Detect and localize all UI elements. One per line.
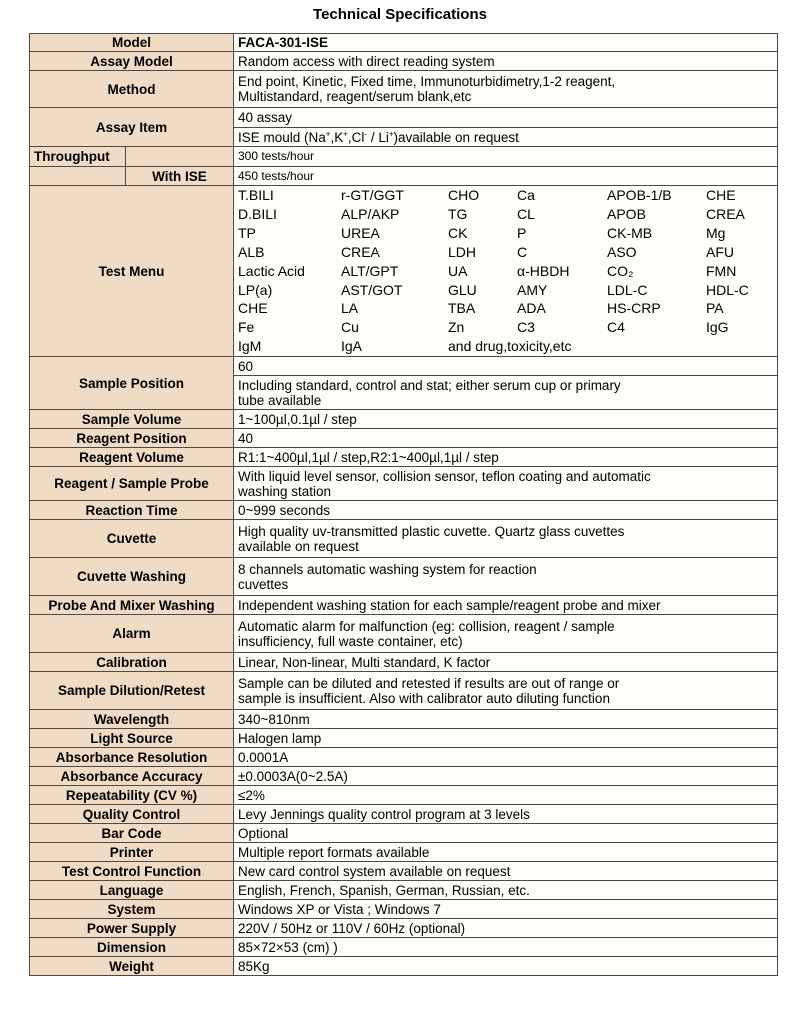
quality-control-label: Quality Control bbox=[30, 805, 234, 824]
ise-text: ,Cl bbox=[347, 129, 365, 145]
table-row bbox=[30, 596, 778, 615]
detail-line: High quality uv-transmitted plastic cuvette. Quartz glass cuvettes bbox=[238, 523, 625, 539]
test-menu-item: AST/GOT bbox=[341, 281, 403, 298]
ise-sup: + bbox=[388, 129, 394, 138]
reaction-time-label: Reaction Time bbox=[30, 501, 234, 520]
assay-model-label: Assay Model bbox=[30, 52, 234, 71]
test-menu-item: C bbox=[517, 243, 528, 260]
test-menu-item: ALP/AKP bbox=[341, 205, 400, 222]
assay-item-label: Assay Item bbox=[30, 108, 234, 147]
sample-position-label: Sample Position bbox=[30, 357, 234, 410]
sample-volume-value: 1~100µl,0.1µl / step bbox=[234, 410, 778, 429]
table-row bbox=[30, 805, 778, 824]
calibration-value: Linear, Non-linear, Multi standard, K factor bbox=[234, 653, 778, 672]
reaction-time-value: 0~999 seconds bbox=[234, 501, 778, 520]
test-menu-item: UREA bbox=[341, 224, 380, 241]
table-row bbox=[30, 167, 778, 186]
test-menu-item: APOB bbox=[607, 205, 646, 222]
detail-line: washing station bbox=[238, 483, 332, 499]
dilution-value bbox=[234, 672, 778, 710]
table-row bbox=[30, 615, 778, 653]
test-menu-item: TG bbox=[448, 205, 468, 222]
table-row bbox=[30, 748, 778, 767]
weight-label: Weight bbox=[30, 957, 234, 976]
method-value bbox=[234, 71, 778, 108]
method-line: Multistandard, reagent/serum blank,etc bbox=[238, 89, 472, 104]
test-menu-item: GLU bbox=[448, 281, 477, 298]
abs-resolution-value: 0.0001A bbox=[234, 748, 778, 767]
test-menu-item: ASO bbox=[607, 243, 637, 260]
wavelength-label: Wavelength bbox=[30, 710, 234, 729]
power-supply-label: Power Supply bbox=[30, 919, 234, 938]
method-line: End point, Kinetic, Fixed time, Immunoturbidimetry,1-2 reagent, bbox=[238, 74, 616, 89]
detail-line: available on request bbox=[238, 538, 359, 554]
table-row bbox=[30, 186, 778, 357]
test-menu-item: PA bbox=[706, 300, 724, 317]
throughput-value: 300 tests/hour bbox=[234, 147, 778, 167]
model-label: Model bbox=[30, 34, 234, 52]
calibration-label: Calibration bbox=[30, 653, 234, 672]
model-value: FACA-301-ISE bbox=[234, 34, 778, 52]
test-menu-item bbox=[607, 337, 706, 356]
method-label: Method bbox=[30, 71, 234, 108]
test-menu-item: LDL-C bbox=[607, 281, 648, 298]
test-menu-item: APOB-1/B bbox=[607, 187, 672, 203]
throughput-left-empty bbox=[30, 167, 126, 186]
system-label: System bbox=[30, 900, 234, 919]
test-menu-item: HDL-C bbox=[706, 281, 749, 298]
table-row bbox=[30, 357, 778, 376]
table-row bbox=[30, 957, 778, 976]
detail-line: Including standard, control and stat; either serum cup or primary bbox=[238, 377, 621, 393]
test-menu-item: CK bbox=[448, 224, 468, 241]
test-menu-item: Mg bbox=[706, 224, 726, 241]
table-row bbox=[30, 429, 778, 448]
ise-text: / Li bbox=[367, 129, 389, 145]
reagent-position-label: Reagent Position bbox=[30, 429, 234, 448]
test-menu-item bbox=[706, 337, 773, 356]
table-row bbox=[30, 919, 778, 938]
detail-line: cuvettes bbox=[238, 576, 289, 592]
test-menu-item: and drug,toxicity,etc bbox=[448, 338, 572, 355]
with-ise-label: With ISE bbox=[126, 167, 234, 186]
probe-mixer-washing-value: Independent washing station for each sample/reagent probe and mixer bbox=[234, 596, 778, 615]
test-menu-item: CL bbox=[517, 205, 535, 222]
light-source-value: Halogen lamp bbox=[234, 729, 778, 748]
sample-position-value: 60 bbox=[234, 357, 778, 376]
abs-accuracy-value: ±0.0003A(0~2.5A) bbox=[234, 767, 778, 786]
quality-control-value: Levy Jennings quality control program at 3 levels bbox=[234, 805, 778, 824]
bar-code-label: Bar Code bbox=[30, 824, 234, 843]
cuvette-washing-value bbox=[234, 558, 778, 596]
language-label: Language bbox=[30, 881, 234, 900]
detail-line: With liquid level sensor, collision sensor, teflon coating and automatic bbox=[238, 468, 651, 484]
test-menu-item: C3 bbox=[517, 319, 535, 336]
table-row bbox=[30, 147, 778, 167]
abs-resolution-label: Absorbance Resolution bbox=[30, 748, 234, 767]
ise-sup: - bbox=[364, 129, 368, 138]
cuvette-washing-label: Cuvette Washing bbox=[30, 558, 234, 596]
test-menu-item: AMY bbox=[517, 281, 548, 298]
test-menu-label: Test Menu bbox=[30, 186, 234, 357]
test-menu-item: Fe bbox=[238, 319, 255, 336]
test-menu-item: IgA bbox=[341, 338, 363, 355]
probe-value bbox=[234, 467, 778, 501]
test-menu-grid bbox=[238, 186, 773, 356]
repeatability-label: Repeatability (CV %) bbox=[30, 786, 234, 805]
table-row bbox=[30, 938, 778, 957]
table-row bbox=[30, 900, 778, 919]
dimension-label: Dimension bbox=[30, 938, 234, 957]
test-menu-item: CHE bbox=[238, 300, 268, 317]
test-menu-item: CREA bbox=[341, 243, 380, 260]
test-menu-item bbox=[517, 337, 607, 356]
test-menu-item: Lactic Acid bbox=[238, 262, 305, 279]
test-control-value: New card control system available on request bbox=[234, 862, 778, 881]
test-menu-value bbox=[234, 186, 778, 357]
ise-text: ,K bbox=[330, 129, 344, 145]
test-menu-item: HS-CRP bbox=[607, 300, 661, 317]
throughput-sub-empty bbox=[126, 147, 234, 167]
power-supply-value: 220V / 50Hz or 110V / 60Hz (optional) bbox=[234, 919, 778, 938]
test-menu-item: LA bbox=[341, 300, 359, 317]
ise-sup: + bbox=[325, 129, 331, 138]
table-row bbox=[30, 520, 778, 558]
table-row bbox=[30, 843, 778, 862]
test-menu-item: ALB bbox=[238, 243, 265, 260]
table-row bbox=[30, 448, 778, 467]
table-row bbox=[30, 710, 778, 729]
sample-position-detail bbox=[234, 376, 778, 410]
reagent-position-value: 40 bbox=[234, 429, 778, 448]
table-row bbox=[30, 108, 778, 128]
test-menu-item: LDH bbox=[448, 243, 477, 260]
test-menu-item: CHE bbox=[706, 187, 736, 203]
test-menu-item: IgG bbox=[706, 319, 729, 336]
ise-mould-value bbox=[234, 128, 778, 147]
printer-label: Printer bbox=[30, 843, 234, 862]
test-menu-item: C4 bbox=[607, 319, 625, 336]
table-row bbox=[30, 881, 778, 900]
test-menu-item: LP(a) bbox=[238, 281, 273, 298]
abs-accuracy-label: Absorbance Accuracy bbox=[30, 767, 234, 786]
table-row bbox=[30, 71, 778, 108]
test-menu-item: CK-MB bbox=[607, 224, 653, 241]
test-menu-item: D.BILI bbox=[238, 205, 277, 222]
detail-line: Automatic alarm for malfunction (eg: collision, reagent / sample bbox=[238, 618, 615, 634]
detail-line: insufficiency, full waste container, etc) bbox=[238, 633, 463, 649]
spec-table bbox=[29, 33, 778, 976]
test-menu-item: ALT/GPT bbox=[341, 262, 399, 279]
test-menu-item: TP bbox=[238, 224, 256, 241]
table-row bbox=[30, 410, 778, 429]
test-menu-item: P bbox=[517, 224, 527, 241]
reagent-volume-label: Reagent Volume bbox=[30, 448, 234, 467]
assay-item-value: 40 assay bbox=[234, 108, 778, 128]
with-ise-value: 450 tests/hour bbox=[234, 167, 778, 186]
test-menu-item: UA bbox=[448, 262, 468, 279]
table-row bbox=[30, 672, 778, 710]
table-row bbox=[30, 52, 778, 71]
table-row bbox=[30, 824, 778, 843]
dilution-label: Sample Dilution/Retest bbox=[30, 672, 234, 710]
test-menu-item: Cu bbox=[341, 319, 359, 336]
table-row bbox=[30, 767, 778, 786]
sample-volume-label: Sample Volume bbox=[30, 410, 234, 429]
alarm-label: Alarm bbox=[30, 615, 234, 653]
table-row bbox=[30, 729, 778, 748]
cuvette-label: Cuvette bbox=[30, 520, 234, 558]
page-title: Technical Specifications bbox=[313, 6, 487, 23]
test-menu-item: Ca bbox=[517, 187, 535, 203]
throughput-label: Throughput bbox=[30, 147, 126, 167]
system-value: Windows XP or Vista ; Windows 7 bbox=[234, 900, 778, 919]
table-row bbox=[30, 34, 778, 52]
wavelength-value: 340~810nm bbox=[234, 710, 778, 729]
table-row bbox=[30, 467, 778, 501]
detail-line: 8 channels automatic washing system for reaction bbox=[238, 561, 537, 577]
table-row bbox=[30, 786, 778, 805]
printer-value: Multiple report formats available bbox=[234, 843, 778, 862]
detail-line: tube available bbox=[238, 392, 322, 408]
table-row bbox=[30, 653, 778, 672]
table-row bbox=[30, 501, 778, 520]
bar-code-value: Optional bbox=[234, 824, 778, 843]
detail-line: sample is insufficient. Also with calibrator auto diluting function bbox=[238, 690, 610, 706]
test-menu-item: TBA bbox=[448, 300, 476, 317]
test-menu-item: IgM bbox=[238, 338, 262, 355]
table-row bbox=[30, 862, 778, 881]
ise-sup: + bbox=[343, 129, 348, 138]
test-menu-item: r-GT/GGT bbox=[341, 187, 404, 203]
test-menu-item: CREA bbox=[706, 205, 745, 222]
weight-value: 85Kg bbox=[234, 957, 778, 976]
test-menu-item: AFU bbox=[706, 243, 734, 260]
ise-text: )available on request bbox=[393, 129, 519, 145]
probe-mixer-washing-label: Probe And Mixer Washing bbox=[30, 596, 234, 615]
test-menu-item: ADA bbox=[517, 300, 546, 317]
cuvette-value bbox=[234, 520, 778, 558]
light-source-label: Light Source bbox=[30, 729, 234, 748]
test-menu-item: CHO bbox=[448, 187, 480, 203]
reagent-volume-value: R1:1~400µl,1µl / step,R2:1~400µl,1µl / step bbox=[234, 448, 778, 467]
test-menu-item: Zn bbox=[448, 319, 465, 336]
probe-label: Reagent / Sample Probe bbox=[30, 467, 234, 501]
test-menu-item: T.BILI bbox=[238, 187, 274, 203]
ise-text: ISE mould (Na bbox=[238, 129, 326, 145]
test-menu-item: CO₂ bbox=[607, 262, 634, 279]
repeatability-value: ≤2% bbox=[234, 786, 778, 805]
detail-line: Sample can be diluted and retested if results are out of range or bbox=[238, 675, 620, 691]
assay-model-value: Random access with direct reading system bbox=[234, 52, 778, 71]
alarm-value bbox=[234, 615, 778, 653]
dimension-value: 85×72×53 (cm) ) bbox=[234, 938, 778, 957]
test-menu-item: FMN bbox=[706, 262, 737, 279]
language-value: English, French, Spanish, German, Russian, etc. bbox=[234, 881, 778, 900]
test-menu-item: α-HBDH bbox=[517, 262, 570, 279]
test-control-label: Test Control Function bbox=[30, 862, 234, 881]
table-row bbox=[30, 558, 778, 596]
